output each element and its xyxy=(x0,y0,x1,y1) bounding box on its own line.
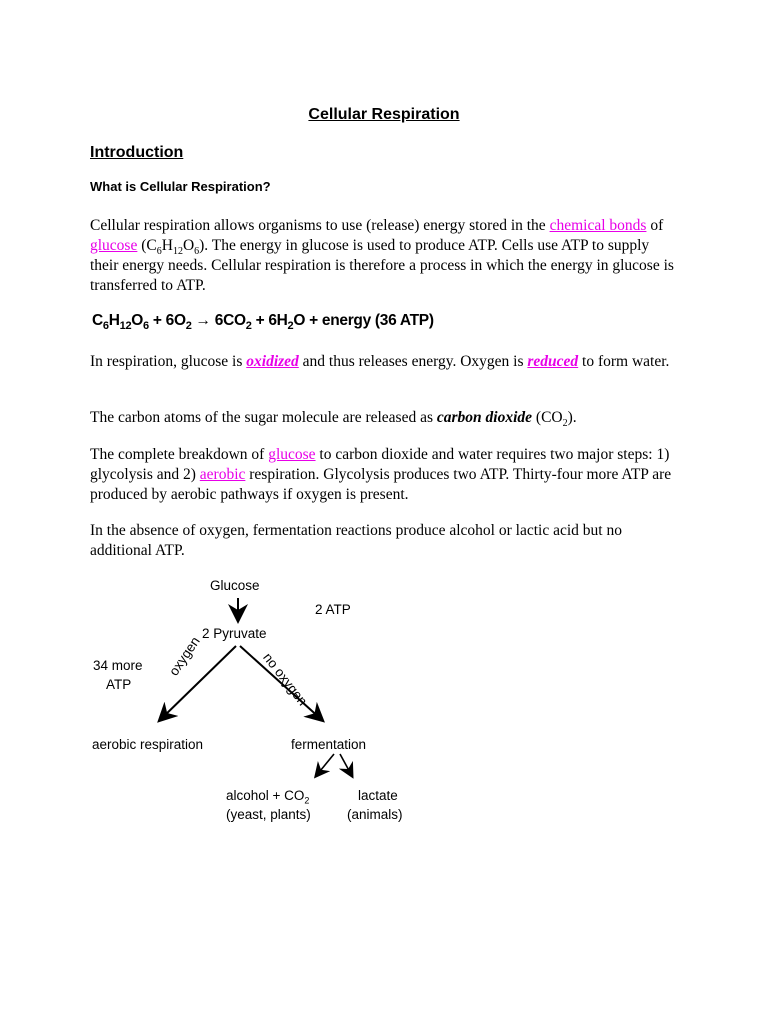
subheading: What is Cellular Respiration? xyxy=(90,179,271,194)
aerobic-respiration-label: aerobic respiration xyxy=(92,737,204,752)
aerobic-arrow xyxy=(160,646,236,720)
lactate-arrow xyxy=(340,754,352,776)
animals-label: (animals) xyxy=(347,807,403,822)
yeast-plants-label: (yeast, plants) xyxy=(226,807,311,822)
alcohol-label: alcohol + $CO_2$ xyxy=(226,788,310,806)
aerobic-link[interactable]: aerobic xyxy=(199,466,246,483)
oxidized-link[interactable]: oxidized xyxy=(246,353,299,370)
chemical-bonds-link[interactable]: chemical bonds xyxy=(549,217,647,234)
lactate-label: lactate xyxy=(358,788,398,803)
more-atp-label-1: 34 more xyxy=(93,658,143,673)
respiration-equation: $C_6H_{12}O_6 + 6O_2 \to 6CO_2 + 6H_2O$ + energy (36 ATP) xyxy=(92,312,434,333)
section-heading: Introduction xyxy=(90,144,184,161)
respiration-diagram xyxy=(0,570,768,840)
glucose-label: Glucose xyxy=(210,578,260,593)
paragraph-oxidation: In respiration, glucose is oxidized and thus releases energy. Oxygen is reduced to form water. xyxy=(90,353,670,370)
more-atp-label-2: ATP xyxy=(106,677,132,692)
glucose-link-2[interactable]: glucose xyxy=(268,446,316,463)
no-oxygen-label: no oxygen xyxy=(260,650,311,709)
reduced-link[interactable]: reduced xyxy=(527,353,579,370)
alcohol-arrow xyxy=(316,754,334,776)
pyruvate-label: 2 Pyruvate xyxy=(202,626,267,641)
glucose-link[interactable]: glucose xyxy=(90,237,138,254)
page-title: Cellular Respiration xyxy=(308,106,460,123)
paragraph-fermentation: In the absence of oxygen, fermentation reactions produce alcohol or lactic acid but no additional ATP. xyxy=(90,522,622,559)
fermentation-label: fermentation xyxy=(291,737,367,752)
paragraph-breakdown: The complete breakdown of glucose to carbon dioxide and water requires two major steps: 1) glycolysis and 2) aerobic respiration. Glycolysis produces two ATP. Thirty-four more ATP are produced by aerobic pathways if oxygen is present. xyxy=(90,446,672,503)
oxygen-label: oxygen xyxy=(166,633,203,679)
paragraph-carbon: The carbon atoms of the sugar molecule are released as carbon dioxide $(CO_2)$. xyxy=(90,409,577,430)
paragraph-intro: Cellular respiration allows organisms to use (release) energy stored in the chemical bonds of glucose $(C_6H_{12}O_6)$. The energy in glucose is used to produce ATP. Cells use ATP to supply their energy needs. Cellular respiration is therefore a process in which the energy in glucose is transferred to ATP. xyxy=(90,217,674,294)
two-atp-label: 2 ATP xyxy=(315,602,351,617)
